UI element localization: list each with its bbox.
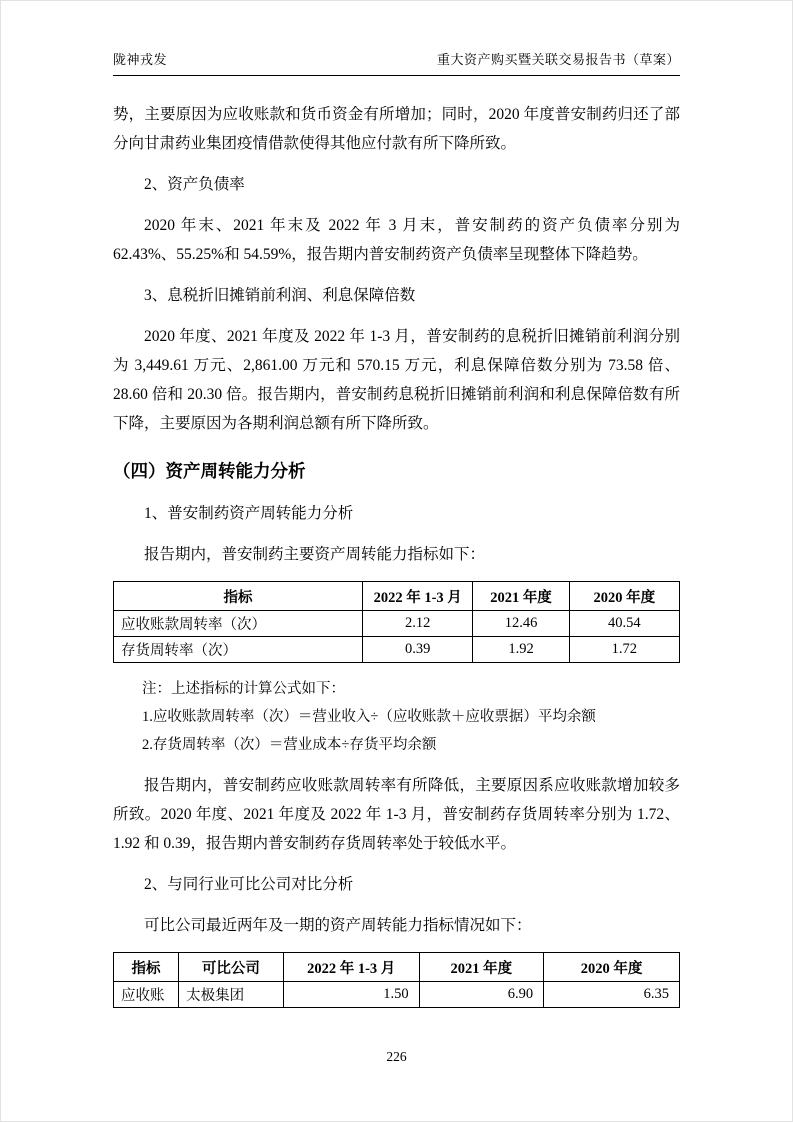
table1-row1-2021: 12.46: [473, 611, 569, 637]
section-heading-asset-turnover: （四）资产周转能力分析: [113, 461, 306, 481]
paragraph-ebitda: 2020 年度、2021 年度及 2022 年 1-3 月，普安制药的息税折旧摊销前利润分别为 3,449.61 万元、2,861.00 万元和 570.15 万元，利息保障倍数分别为 73.58 倍、28.60 倍和 20.30 倍。报告期内，普安制药息税折旧摊销前利润和利息保障倍数有所下降，主要原因为各期利润总额有所下降所致。: [113, 328, 680, 432]
paragraph-turnover-intro: 报告期内，普安制药主要资产周转能力指标如下：: [144, 546, 486, 563]
table1-row1-2022q1: 2.12: [363, 611, 473, 637]
note-formula-receivables: 1.应收账款周转率（次）＝营业收入÷（应收账款＋应收票据）平均余额: [142, 709, 596, 725]
table2-header-row: [114, 953, 680, 982]
header-company-name: 陇神戎发: [113, 52, 168, 67]
table2-header-company: 可比公司: [179, 953, 284, 982]
table-notes: [113, 675, 680, 759]
table2-row1-2021: 6.90: [419, 982, 544, 1008]
running-header: [113, 49, 680, 76]
table2-header-2021: 2021 年度: [419, 953, 544, 982]
paragraph-turnover-analysis: 报告期内，普安制药应收账款周转率有所降低，主要原因系应收账款增加较多所致。2020 年度、2021 年度及 2022 年 1-3 月，普安制药存货周转率分别为 1.72、1.92 和 0.39，报告期内普安制药存货周转率处于较低水平。: [113, 777, 680, 852]
subheading-ebitda: 3、息税折旧摊销前利润、利息保障倍数: [144, 287, 416, 304]
header-report-title: 重大资产购买暨关联交易报告书（草案）: [436, 52, 680, 67]
note-formula-inventory: 2.存货周转率（次）＝营业成本÷存货平均余额: [142, 737, 437, 753]
subheading-peer-comparison: 2、与同行业可比公司对比分析: [144, 876, 354, 893]
paragraph-debt-ratio: 2020 年末、2021 年末及 2022 年 3 月末，普安制药的资产负债率分别为 62.43%、55.25%和 54.59%，报告期内普安制药资产负债率呈现整体下降趋势。: [113, 217, 680, 263]
table2-row1-2022q1: 1.50: [283, 982, 419, 1008]
table1-row2-2022q1: 0.39: [363, 637, 473, 663]
table-row: [114, 982, 680, 1008]
table1-row1-indicator: 应收账款周转率（次）: [114, 611, 363, 637]
paragraph-peer-intro: 可比公司最近两年及一期的资产周转能力指标情况如下：: [144, 917, 532, 934]
table1-header-2021: 2021 年度: [473, 582, 569, 611]
table2-row1-indicator: 应收账: [114, 982, 179, 1008]
paragraph-carryover: 势，主要原因为应收账款和货币资金有所增加；同时，2020 年度普安制药归还了部分向甘肃药业集团疫情借款使得其他应付款有所下降所致。: [113, 106, 680, 152]
table1-header-2020: 2020 年度: [569, 582, 679, 611]
page-number: 226: [386, 1049, 407, 1064]
subheading-debt-ratio: 2、资产负债率: [144, 176, 245, 193]
table-row: [114, 611, 680, 637]
table2-header-2022q1: 2022 年 1-3 月: [283, 953, 419, 982]
table1-row2-indicator: 存货周转率（次）: [114, 637, 363, 663]
note-title: 注：上述指标的计算公式如下：: [142, 681, 345, 697]
table1-header-2022q1: 2022 年 1-3 月: [363, 582, 473, 611]
table1-row1-2020: 40.54: [569, 611, 679, 637]
peer-comparison-table: [113, 952, 680, 1008]
table1-row2-2020: 1.72: [569, 637, 679, 663]
subheading-turnover-analysis: 1、普安制药资产周转能力分析: [144, 505, 354, 522]
table2-row1-company: 太极集团: [179, 982, 284, 1008]
table1-header-indicator: 指标: [114, 582, 363, 611]
table1-header-row: [114, 582, 680, 611]
table2-header-indicator: 指标: [114, 953, 179, 982]
asset-turnover-table: [113, 581, 680, 663]
table-row: [114, 637, 680, 663]
document-body: [113, 76, 680, 1008]
table1-row2-2021: 1.92: [473, 637, 569, 663]
table2-header-2020: 2020 年度: [544, 953, 680, 982]
table2-row1-2020: 6.35: [544, 982, 680, 1008]
